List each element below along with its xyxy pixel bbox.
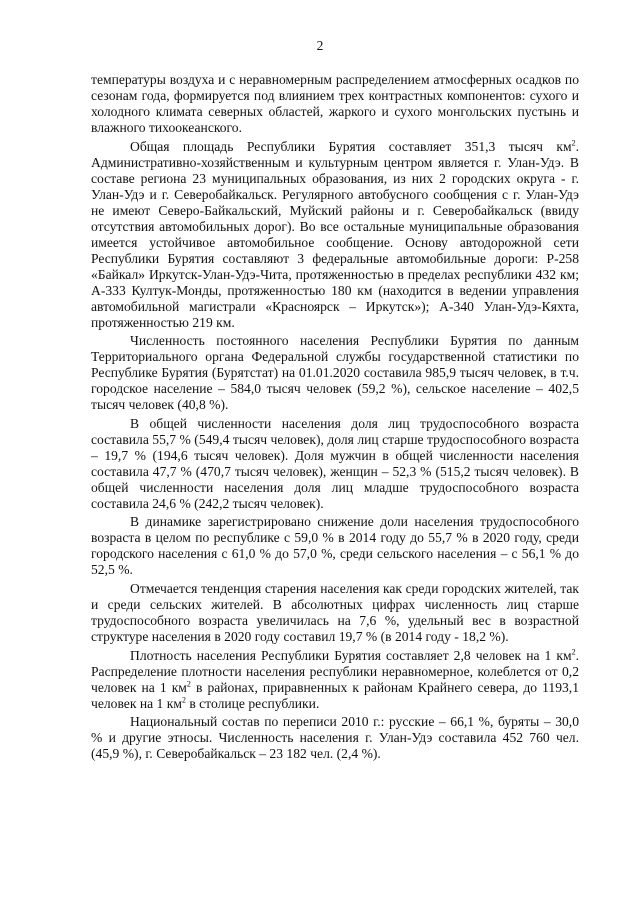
page-number: 2 xyxy=(316,38,324,53)
paragraph-text: в столице республики. xyxy=(185,695,320,711)
paragraph-ethnic: Национальный состав по переписи 2010 г.: русские – 66,1 %, буряты – 30,0 % и другие этносы. Численность населения г. Улан-Удэ составила 452 760 чел. (45,9 %), г. Северобайкальск – 23 182 чел. (2,4 %). xyxy=(91,714,579,762)
document-body xyxy=(91,72,579,765)
paragraph-density xyxy=(91,648,579,712)
paragraph-dynamics: В динамике зарегистрировано снижение доли населения трудоспособного возраста в целом по республике с 59,0 % в 2014 году до 55,7 % в 2020 году, среди городского населения с 61,0 % до 57,0 %, среди сельского населения – с 56,1 % до 52,5 %. xyxy=(91,514,579,578)
paragraph-text: . Распределение плотности населения республики неравномерное, колеблется от 0,2 человек на 1 км xyxy=(91,647,579,695)
paragraph-working-age: В общей численности населения доля лиц трудоспособного возраста составила 55,7 % (549,4 тысяч человек), доля лиц старше трудоспособного возраста – 19,7 % (194,6 тысяч человек). Доля мужчин в общей численности населения составила 47,7 % (470,7 тысяч человек), женщин – 52,3 % (515,2 тысяч человек). В общей численности населения доля лиц младше трудоспособного возраста составила 24,6 % (242,2 тысяч человек). xyxy=(91,415,579,511)
paragraph-text: Общая площадь Республики Бурятия составляет 351,3 тысяч км xyxy=(130,138,572,154)
paragraph-ageing: Отмечается тенденция старения населения как среди городских жителей, так и среди сельских жителей. В абсолютных цифрах численность лиц старше трудоспособного возраста увеличилась на 7,6 %, удельный вес в возрастной структуре населения в 2020 году составил 19,7 % (в 2014 году - 18,2 %). xyxy=(91,580,579,644)
paragraph-text: . Административно-хозяйственным и культурным центром является г. Улан-Удэ. В составе региона 23 муниципальных образования, из них 2 городских округа - г. Улан-Удэ и г. Северобайкальск. Регулярного автобусного сообщения с г. Улан-Удэ не имеют Северо-Байкальский, Муйский районы и г. Северобайкальск (ввиду отсутствия автомобильных дорог). Во все остальные муниципальные образования имеется устойчивое автомобильное сообщение. Основу автодорожной сети Республики Бурятия составляют 3 федеральные автомобильные дороги: Р-258 «Байкал» Иркутск-Улан-Удэ-Чита, протяженностью в пределах республики 432 км; А-333 Култук-Монды, протяженностью 180 км (находится в ведении управления автомобильной магистрали «Красноярск – Иркутск»); А-340 Улан-Удэ-Кяхта, протяженностью 219 км. xyxy=(91,138,579,330)
paragraph-population: Численность постоянного населения Республики Бурятия по данным Территориального органа Федеральной службы государственной статистики по Республике Бурятия (Бурятстат) на 01.01.2020 составила 985,9 тысяч человек, в т.ч. городское население – 584,0 тысяч человек (59,2 %), сельское население – 402,5 тысяч человек (40,8 %). xyxy=(91,333,579,413)
paragraph-text: Плотность населения Республики Бурятия составляет 2,8 человек на 1 км xyxy=(130,647,572,663)
superscript: 2 xyxy=(186,679,191,689)
superscript: 2 xyxy=(571,647,576,657)
paragraph-climate: температуры воздуха и с неравномерным распределением атмосферных осадков по сезонам года, формируется под влиянием трех контрастных компонентов: сухого и холодного климата северных областей, жаркого и сухого монгольских пустынь и влажного тихоокеанского. xyxy=(91,72,579,135)
paragraph-text: в районах, приравненных к районам Крайнего севера, до 1193,1 человек на 1 км xyxy=(91,679,580,711)
paragraph-area-roads xyxy=(91,139,579,331)
superscript: 2 xyxy=(181,695,186,705)
superscript: 2 xyxy=(571,138,576,148)
